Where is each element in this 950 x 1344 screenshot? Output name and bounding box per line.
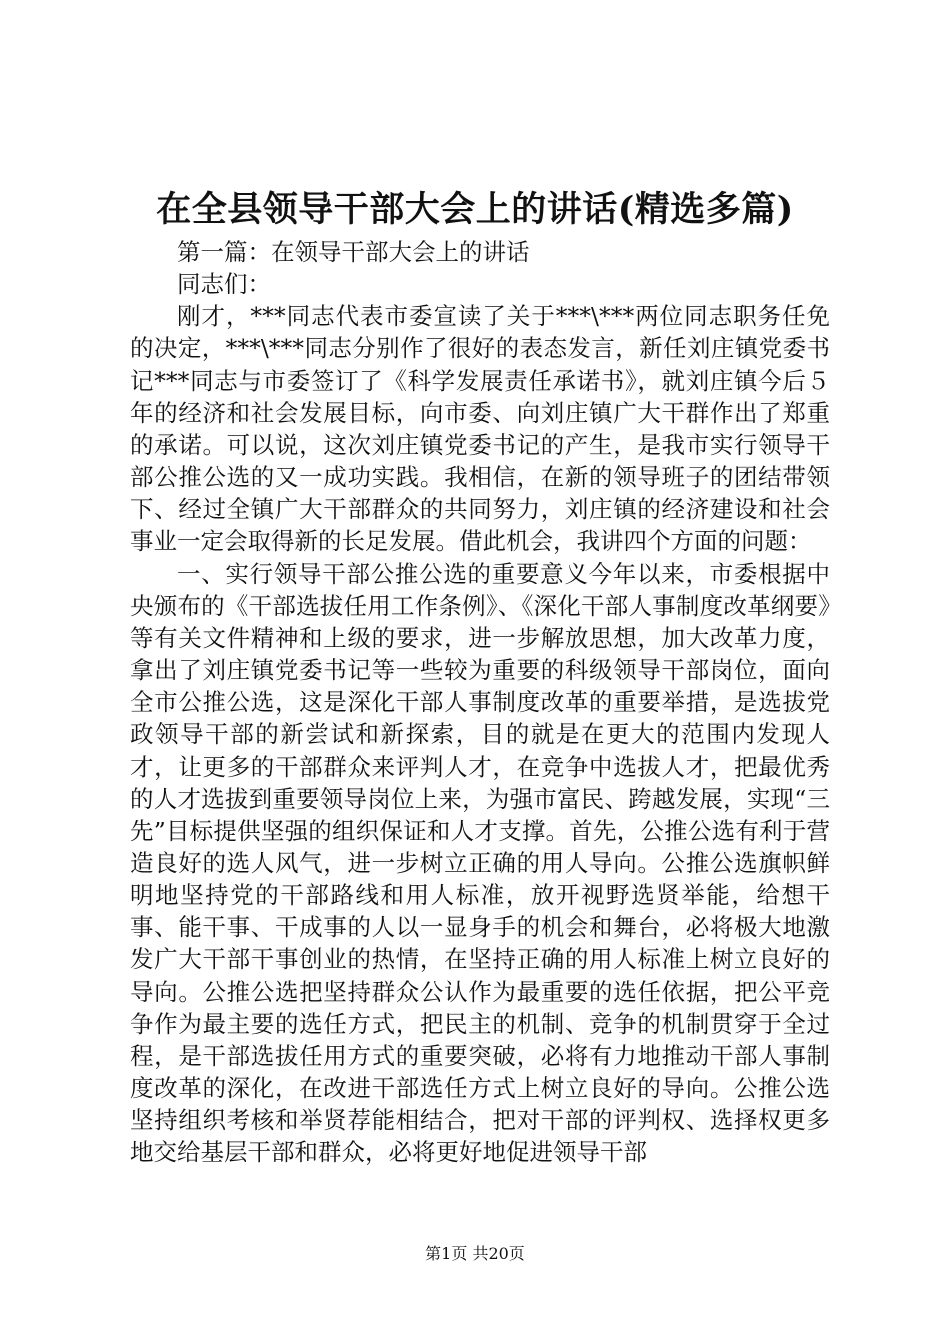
- document-body: [130, 236, 830, 1169]
- document-title: 在全县领导干部大会上的讲话(精选多篇): [156, 189, 794, 230]
- body-paragraph: 刚才，***同志代表市委宣读了关于***\***两位同志职务任免的决定，***\***同志分别作了很好的表态发言，新任刘庄镇党委书记***同志与市委签订了《科学发展责任承诺书》，就刘庄镇今后５年的经济和社会发展目标，向市委、向刘庄镇广大干群作出了郑重的承诺。可以说，这次刘庄镇党委书记的产生，是我市实行领导干部公推公选的又一成功实践。我相信，在新的领导班子的团结带领下、经过全镇广大干部群众的共同努力，刘庄镇的经济建设和社会事业一定会取得新的长足发展。借此机会，我讲四个方面的问题：: [130, 302, 830, 556]
- salutation: 同志们：: [177, 270, 271, 299]
- section-heading: 第一篇：在领导干部大会上的讲话: [177, 238, 530, 266]
- body-paragraph: 一、实行领导干部公推公选的重要意义今年以来，市委根据中央颁布的《干部选拔任用工作条例》、《深化干部人事制度改革纲要》等有关文件精神和上级的要求，进一步解放思想，加大改革力度，拿出了刘庄镇党委书记等一些较为重要的科级领导干部岗位，面向全市公推公选，这是深化干部人事制度改革的重要举措，是选拔党政领导干部的新尝试和新探索，目的就是在更大的范围内发现人才，让更多的干部群众来评判人才，在竞争中选拔人才，把最优秀的人才选拔到重要领导岗位上来，为强市富民、跨越发展，实现“三先”目标提供坚强的组织保证和人才支撑。首先，公推公选有利于营造良好的选人风气，进一步树立正确的用人导向。公推公选旗帜鲜明地坚持党的干部路线和用人标准，放开视野选贤举能，给想干事、能干事、干成事的人以一显身手的机会和舞台，必将极大地激发广大干部干事创业的热情，在坚持正确的用人标准上树立良好的导向。公推公选把坚持群众公认作为最重要的选任依据，把公平竞争作为最主要的选任方式，把民主的机制、竞争的机制贯穿于全过程，是干部选拔任用方式的重要突破，必将有力地推动干部人事制度改革的深化，在改进干部选任方式上树立良好的导向。公推公选坚持组织考核和举贤荐能相结合，把对干部的评判权、选择权更多地交给基层干部和群众，必将更好地促进领导干部: [130, 559, 830, 1167]
- page-number-footer: 第1页 共20页: [425, 1244, 525, 1263]
